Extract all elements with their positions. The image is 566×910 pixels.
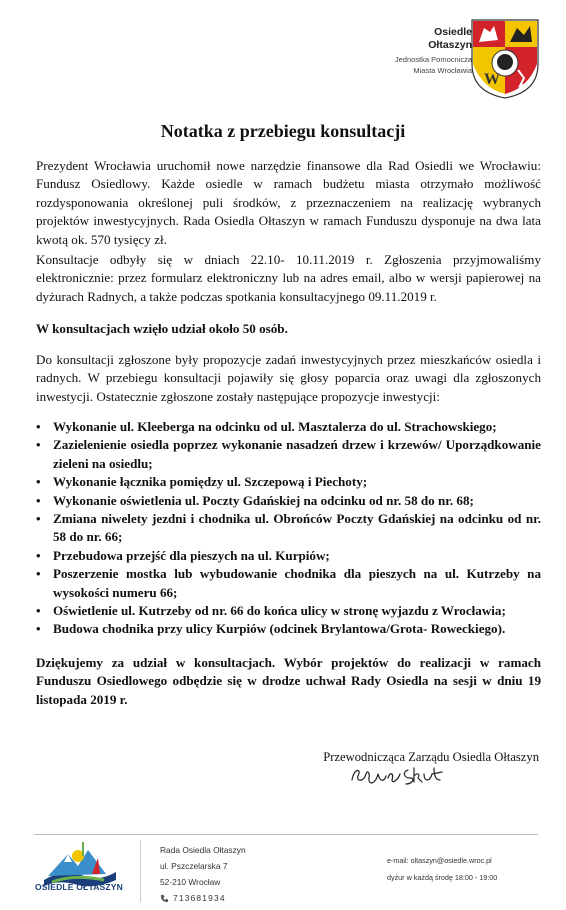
footer-divider [34, 834, 538, 835]
proposals-list [36, 418, 541, 639]
proposal-text: Zazielenienie osiedla poprzez wykonanie nasadzeń drzew i krzewów/ Uporządkowanie zieleni na osiedlu; [53, 437, 541, 471]
proposal-text: Wykonanie łącznika pomiędzy ul. Szczepową i Piechoty; [53, 474, 368, 490]
duty-hours: dyżur w każdą środę 18:00 - 19:00 [387, 873, 498, 882]
phone-number: 713681934 [173, 893, 226, 903]
paragraph-participants: W konsultacjach wzięło udział około 50 osób. [36, 321, 288, 336]
list-item [36, 492, 541, 510]
org-name-line2: Ołtaszyn [428, 39, 472, 51]
paragraph-intro: Prezydent Wrocławia uruchomił nowe narzędzie finansowe dla Rad Osiedli we Wrocławiu: Fundusz Osiedlowy. Każde osiedle w ramach budżetu miasta otrzymało możliwość rozdysponowania określonej puli środków, z przeznaczeniem na realizację wybranych projektów inwestycyjnych. Rada Osiedla Ołtaszyn w ramach Funduszu dysponuje na dwa lata kwotą ok. 570 tysięcy zł. [36, 158, 541, 247]
bullet-icon: • [36, 419, 41, 434]
list-item [36, 620, 541, 638]
org-sub-line1: Jednostka Pomocnicza [394, 55, 472, 64]
phone-row [160, 890, 246, 906]
osiedle-oltaszyn-logo-icon [34, 836, 124, 902]
paragraph-proposals-intro: Do konsultacji zgłoszone były propozycje zadań inwestycyjnych przez mieszkańców osiedla i radnych. W przebiegu konsultacji pojawiły się głosy poparcia oraz uwagi dla zgłoszonych inwestycji. Ostatecznie zgłoszone zostały następujące propozycje inwestycji: [36, 352, 541, 404]
bullet-icon: • [36, 566, 41, 582]
contact-email[interactable]: e-mail: oltaszyn@osiedle.wroc.pl [387, 856, 492, 865]
bullet-icon: • [36, 437, 41, 453]
address-line-org: Rada Osiedla Ołtaszyn [160, 845, 246, 855]
list-item [36, 547, 541, 565]
list-item [36, 436, 541, 473]
proposal-text: Wykonanie oświetlenia ul. Poczty Gdańskiej na odcinku od nr. 58 do nr. 68; [53, 492, 474, 508]
document-title: Notatka z przebiegu konsultacji [160, 121, 406, 141]
list-item [36, 565, 541, 602]
footer-logo-text: OSIEDLE OŁTASZYN [34, 882, 124, 892]
bullet-icon: • [36, 621, 41, 637]
paragraph-consultation-dates: Konsultacje odbyły się w dniach 22.10- 10.11.2019 r. Zgłoszenia przyjmowaliśmy elektronicznie: przez formularz elektroniczny lub na adres email, albo w wersji papierowej na dyżurach Radnych, a także podczas spotkania konsultacyjnego 09.11.2019 r. [36, 252, 541, 304]
footer-vertical-divider [140, 840, 141, 902]
bullet-icon: • [36, 492, 41, 508]
bullet-icon: • [36, 603, 41, 619]
address-line-street: ul. Pszczelarska 7 [160, 861, 228, 871]
org-name-line1: Osiedle [434, 26, 472, 38]
proposal-text: Oświetlenie ul. Kutrzeby od nr. 66 do końca ulicy w stronę wyjazdu z Wrocławia; [53, 603, 506, 619]
list-item [36, 510, 541, 547]
proposal-text: Przebudowa przejść dla pieszych na ul. Kurpiów; [53, 547, 330, 563]
list-item [36, 418, 541, 436]
footer-contact [387, 852, 497, 886]
proposal-text: Zmiana niwelety jezdni i chodnika ul. Obrońców Poczty Gdańskiej na odcinku od nr. 58 do nr. 66; [53, 511, 541, 545]
paragraph-closing: Dziękujemy za udział w konsultacjach. Wybór projektów do realizacji w ramach Funduszu Osiedlowego odbędzie się w drodze uchwał Rady Osiedla na sesji w dniu 19 listopada 2019 r. [36, 655, 541, 707]
bullet-icon: • [36, 511, 41, 527]
wroclaw-coat-of-arms-icon [470, 18, 540, 100]
org-sub-line2: Miasta Wrocławia [413, 66, 472, 75]
footer-address [160, 842, 246, 906]
org-header [395, 26, 472, 76]
svg-text:W: W [484, 71, 500, 88]
phone-icon [160, 894, 169, 903]
signature-role: Przewodnicząca Zarządu Osiedla Ołtaszyn [323, 750, 539, 764]
proposal-text: Budowa chodnika przy ulicy Kurpiów (odcinek Brylantowa/Grota- Roweckiego). [53, 621, 506, 637]
list-item [36, 602, 541, 620]
list-item [36, 473, 541, 491]
proposal-text: Wykonanie ul. Kleeberga na odcinku od ul. Masztalerza do ul. Strachowskiego; [53, 419, 497, 434]
bullet-icon: • [36, 547, 41, 563]
handwritten-signature [348, 762, 448, 788]
proposal-text: Poszerzenie mostka lub wybudowanie chodnika dla pieszych na ul. Kutrzeby na wysokości numeru 66; [53, 566, 541, 600]
address-line-city: 52-210 Wrocław [160, 877, 221, 887]
bullet-icon: • [36, 474, 41, 490]
